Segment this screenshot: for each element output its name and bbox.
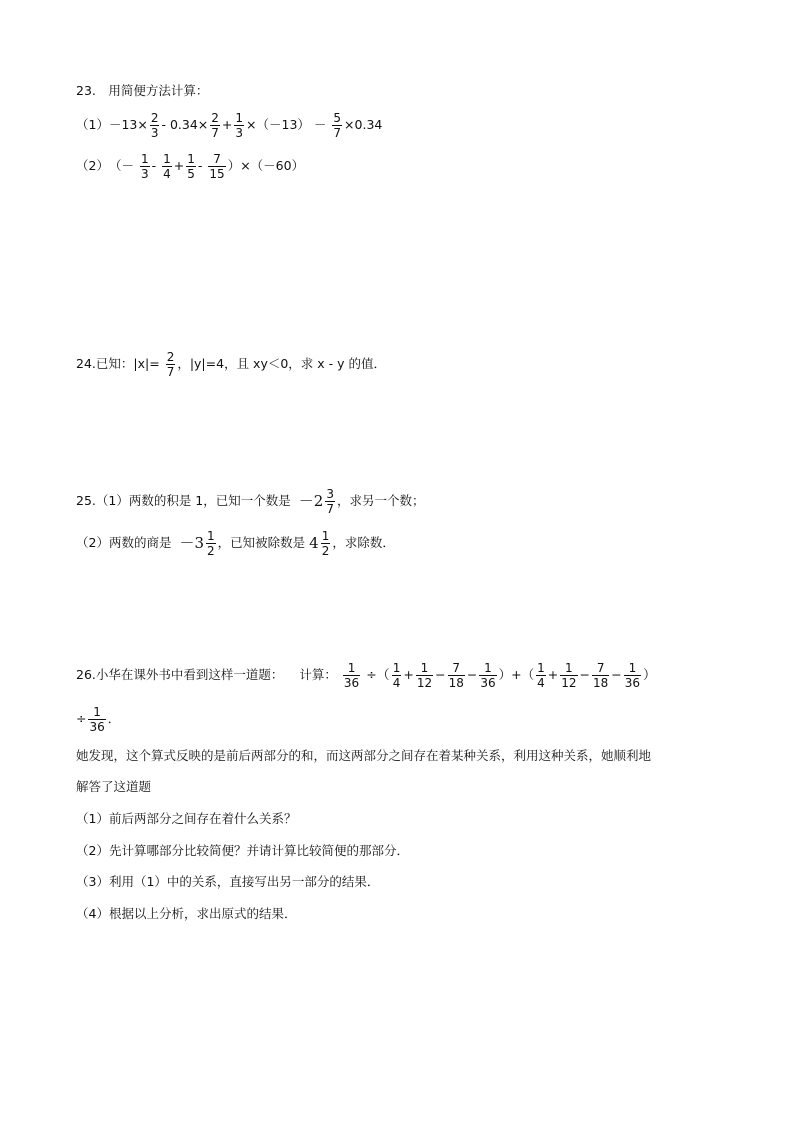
q26-frac-v1 <box>536 662 546 689</box>
q23-p2-frac4 <box>208 153 225 180</box>
q23-p2-b: - <box>151 158 157 174</box>
q23-p1-a: －13× <box>108 117 148 133</box>
denominator: 3 <box>235 126 244 140</box>
numerator: 1 <box>140 152 149 166</box>
numerator: 1 <box>537 661 545 675</box>
q25-p2-mixed-number-1 <box>179 530 217 557</box>
numerator: 1 <box>207 529 215 543</box>
denominator: 18 <box>448 676 464 690</box>
q25-p2-a: （2）两数的商是 <box>76 535 172 551</box>
q25-p1-mixed-number <box>299 488 337 515</box>
denominator: 3 <box>140 167 149 181</box>
q23-p1-frac1 <box>150 112 160 139</box>
q23-p2-frac1 <box>140 153 150 180</box>
denominator: 4 <box>163 167 171 181</box>
q25-p1-a: 25.（1）两数的积是 1，已知一个数是 <box>76 493 291 509</box>
numerator: 1 <box>420 661 429 675</box>
numerator: 1 <box>163 152 171 166</box>
numerator: 7 <box>452 661 461 675</box>
q26-calc-label: 计算： <box>299 667 337 683</box>
q26-item-1: （1）前后两部分之间存在着什么关系？ <box>76 811 297 826</box>
denominator: 36 <box>89 720 105 734</box>
q23-p2-frac2 <box>162 153 172 180</box>
fraction-part <box>206 530 216 557</box>
denominator: 36 <box>343 676 360 690</box>
q23-p2-d: - <box>197 158 203 174</box>
q24-b: ，|y|=4，且 xy＜0，求 x - y 的值． <box>177 356 386 372</box>
q26-frac-u1 <box>392 662 402 689</box>
q26-right-paren: ） <box>643 668 657 683</box>
q23-part1 <box>76 112 382 139</box>
q26-frac-u4 <box>479 662 496 689</box>
q26-div: ÷ <box>366 667 377 683</box>
denominator: 5 <box>187 167 195 181</box>
denominator: 2 <box>321 544 330 558</box>
q23-p1-c: + <box>221 117 233 133</box>
q26-paragraph-line-1: 她发现，这个算式反映的是前后两部分的和，而这两部分之间存在着某种关系，利用这种关系，她顺利地 <box>76 748 652 763</box>
q26-plus: + <box>403 667 414 683</box>
q26-frac-v4 <box>624 662 641 689</box>
numerator: 2 <box>166 350 175 364</box>
q25-p2-b: ，已知被除数是 <box>217 535 306 551</box>
numerator: 2 <box>211 111 219 125</box>
q23-p2-c: + <box>173 158 185 174</box>
whole-part: －2 <box>298 492 324 510</box>
q24-line <box>76 351 386 378</box>
denominator: 12 <box>561 676 577 690</box>
q26-plus-2: + <box>547 667 559 683</box>
q26-item-2: （2）先计算哪部分比较简便？并请计算比较简便的那部分． <box>76 843 409 858</box>
q23-part2 <box>76 153 304 180</box>
q26-frac-w1 <box>88 706 105 733</box>
q23-p1-b: - 0.34× <box>161 117 209 133</box>
q24-a: 24.已知：|x|= <box>76 356 160 372</box>
denominator: 36 <box>624 676 641 690</box>
q26-item-3: （3）利用（1）中的关系，直接写出另一部分的结果． <box>76 874 380 889</box>
numerator: 1 <box>235 111 244 125</box>
q23-p2-frac3 <box>186 153 196 180</box>
denominator: 7 <box>333 126 342 140</box>
q25-p2-mixed-number-2 <box>309 530 332 557</box>
denominator: 3 <box>150 126 159 140</box>
fraction-part <box>321 530 331 557</box>
q26-frac-t1 <box>343 662 360 689</box>
q25-part2 <box>76 530 395 557</box>
numerator: 1 <box>628 661 637 675</box>
q26-expression-continued <box>76 706 120 733</box>
numerator: 3 <box>326 487 334 501</box>
numerator: 2 <box>150 111 159 125</box>
q26-paragraph-line-2: 解答了这道题 <box>76 779 152 794</box>
q23-p1-d: ×（－13） － <box>246 117 327 133</box>
numerator: 1 <box>187 152 195 166</box>
numerator: 7 <box>213 152 221 166</box>
denominator: 4 <box>537 676 545 690</box>
q23-p1-e: ×0.34 <box>344 117 383 133</box>
numerator: 7 <box>596 661 605 675</box>
q26-minus-2: − <box>466 667 478 683</box>
q23-p1-frac2 <box>210 112 220 139</box>
numerator: 1 <box>347 661 356 675</box>
q26-frac-u3 <box>448 662 465 689</box>
numerator: 1 <box>321 529 330 543</box>
numerator: 1 <box>93 705 101 719</box>
denominator: 2 <box>207 544 215 558</box>
denominator: 4 <box>392 676 401 690</box>
whole-part: －3 <box>179 534 205 552</box>
denominator: 7 <box>211 126 219 140</box>
denominator: 15 <box>209 167 225 181</box>
numerator: 5 <box>333 111 342 125</box>
q26-frac-u2 <box>416 662 433 689</box>
numerator: 1 <box>392 661 401 675</box>
q26-div-2: ÷ <box>76 711 87 727</box>
q26-minus-4: − <box>611 667 622 683</box>
q23-p1-label: （1） <box>76 117 109 133</box>
q26-rparen-plus: ）+（ <box>498 667 535 683</box>
q23-title: 23. 用简便方法计算： <box>76 83 209 98</box>
numerator: 1 <box>565 661 573 675</box>
q26-end-period: ． <box>107 711 121 727</box>
q23-p2-label: （2） <box>76 158 109 174</box>
q24-frac <box>166 351 176 378</box>
q25-p1-b: ，求另一个数； <box>336 493 425 509</box>
denominator: 7 <box>166 365 175 379</box>
q26-item-4: （4）根据以上分析，求出原式的结果． <box>76 906 297 921</box>
q26-frac-v3 <box>592 662 609 689</box>
q26-frac-v2 <box>560 662 577 689</box>
denominator: 12 <box>416 676 433 690</box>
denominator: 18 <box>593 676 609 690</box>
q26-left-paren: （ <box>376 668 390 683</box>
q23-p2-e: ）×（－60） <box>227 158 305 174</box>
denominator: 36 <box>480 676 496 690</box>
fraction-part <box>325 488 335 515</box>
q23-p1-frac4 <box>332 112 342 139</box>
q26-minus-1: − <box>435 667 446 683</box>
q25-p2-b2: ，求除数． <box>332 535 395 551</box>
q26-minus-3: − <box>579 667 590 683</box>
q26-intro: 26.小华在课外书中看到这样一道题： <box>76 667 284 683</box>
denominator: 7 <box>326 502 334 516</box>
q23-p1-frac3 <box>234 112 244 139</box>
q23-p2-a: （－ <box>108 158 134 174</box>
q26-expression-line <box>76 662 656 689</box>
q25-part1 <box>76 488 424 515</box>
numerator: 1 <box>484 661 492 675</box>
whole-part: 4 <box>309 534 319 552</box>
